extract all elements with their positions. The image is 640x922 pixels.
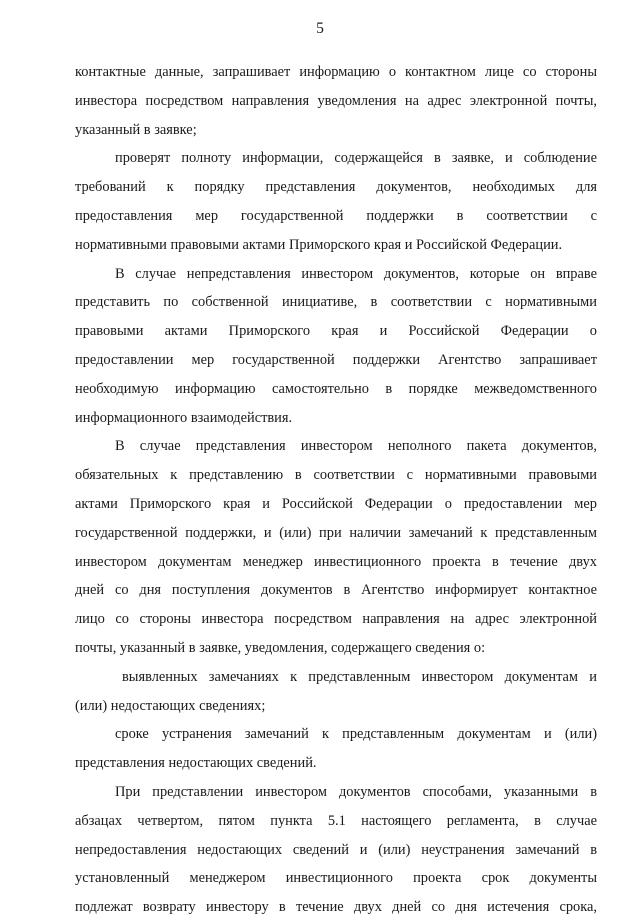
text-line: необходимую информацию самостоятельно в порядке межведомственного (75, 380, 597, 397)
text-line: предоставлении мер государственной поддержки Агентство запрашивает (75, 351, 597, 368)
text-line: нормативными правовыми актами Приморского края и Российской Федерации. (75, 236, 563, 253)
text-line: выявленных замечаниях к представленным инвестором документам и (122, 668, 597, 685)
text-line: информационного взаимодействия. (75, 409, 293, 426)
text-line: представления недостающих сведений. (75, 755, 317, 772)
page-number: 5 (316, 20, 324, 37)
text-line: проверят полноту информации, содержащейся в заявке, и соблюдение (115, 150, 597, 167)
text-line: сроке устранения замечаний к представленным документам и (или) (115, 726, 597, 743)
text-line: предоставления мер государственной поддержки в соответствии с (75, 207, 597, 224)
text-line: инвестором документам менеджер инвестиционного проекта в течение двух (75, 553, 597, 570)
text-line: актами Приморского края и Российской Федерации о предоставлении мер (75, 495, 597, 512)
text-line: обязательных к представлению в соответствии с нормативными правовыми (75, 467, 597, 484)
text-line: требований к порядку представления документов, необходимых для (75, 179, 597, 196)
text-line: При представлении инвестором документов способами, указанными в (115, 783, 597, 800)
text-line: В случае представления инвестором неполного пакета документов, (115, 438, 597, 455)
text-line: В случае непредставления инвестором документов, которые он вправе (115, 265, 597, 282)
text-line: установленный менеджером инвестиционного проекта срок документы (75, 870, 597, 887)
text-line: указанный в заявке; (75, 121, 197, 138)
text-line: государственной поддержки, и (или) при наличии замечаний к представленным (75, 524, 597, 541)
text-line: инвестора посредством направления уведомления на адрес электронной почты, (75, 92, 597, 109)
text-line: абзацах четвертом, пятом пункта 5.1 настоящего регламента, в случае (75, 812, 597, 829)
text-line: правовыми актами Приморского края и Российской Федерации о (75, 323, 597, 340)
text-line: лицо со стороны инвестора посредством направления на адрес электронной (75, 611, 597, 628)
text-line: почты, указанный в заявке, уведомления, содержащего сведения о: (75, 639, 486, 656)
text-line: (или) недостающих сведениях; (75, 697, 266, 714)
text-line: непредоставления недостающих сведений и (или) неустранения замечаний в (75, 841, 597, 858)
text-line: представить по собственной инициативе, в соответствии с нормативными (75, 294, 597, 311)
text-line: дней со дня поступления документов в Агентство информирует контактное (75, 582, 597, 599)
document-body (75, 58, 597, 922)
text-line: подлежат возврату инвестору в течение двух дней со дня истечения срока, (75, 899, 597, 916)
text-line: контактные данные, запрашивает информацию о контактном лице со стороны (75, 64, 597, 80)
